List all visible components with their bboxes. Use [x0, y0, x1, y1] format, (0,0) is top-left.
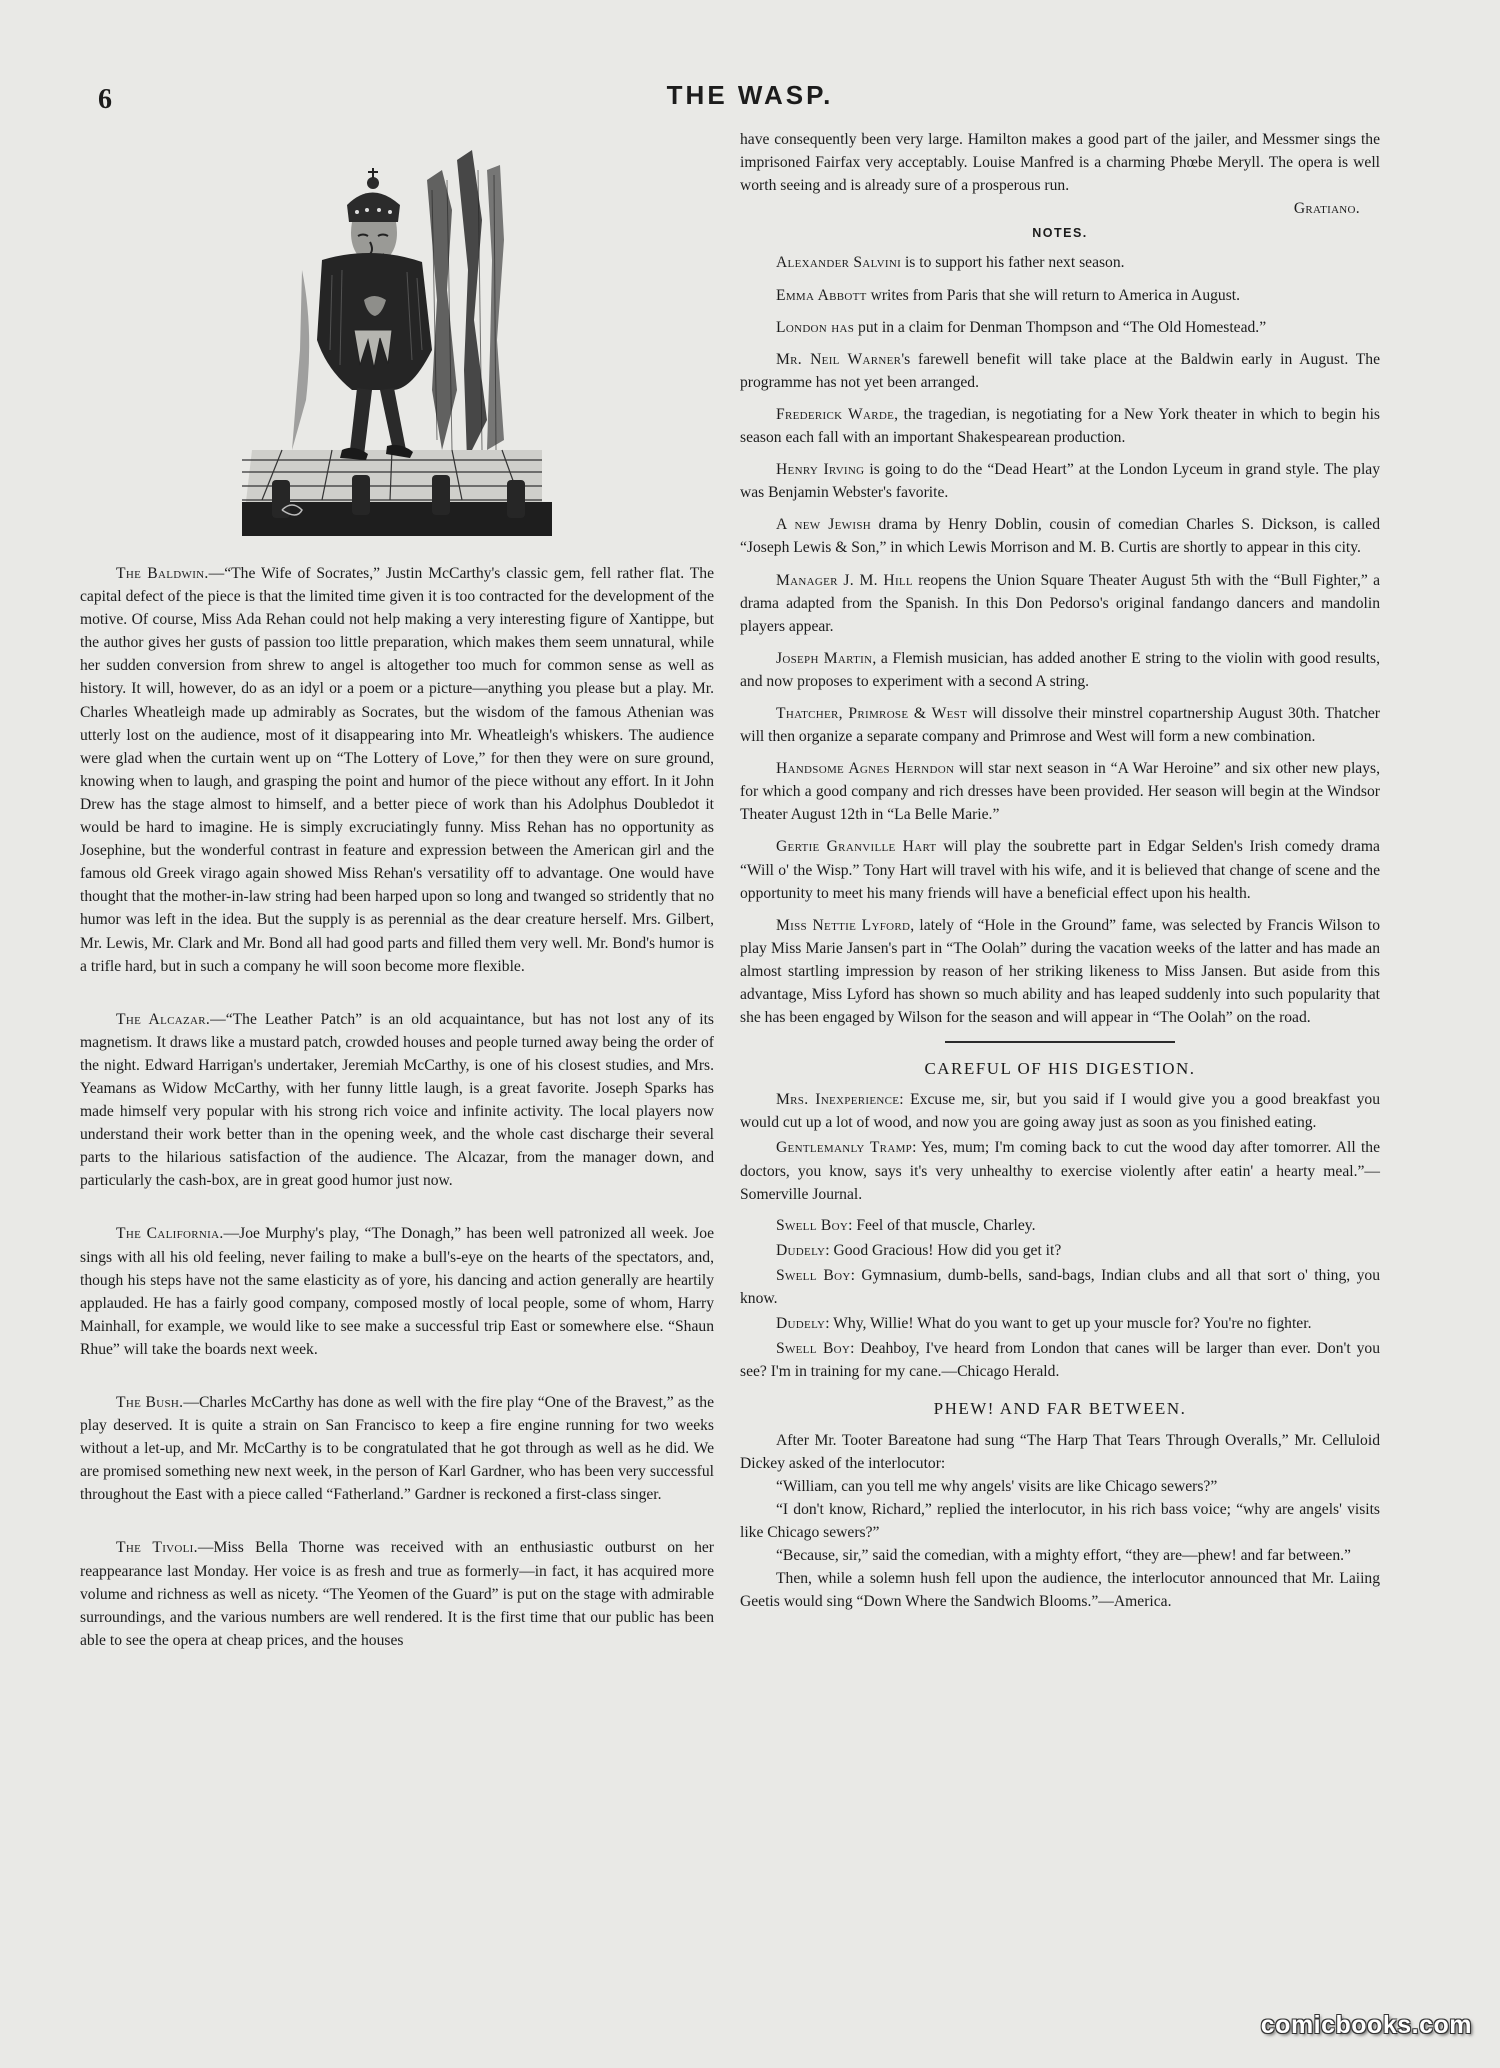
- note-lead: Gertie Granville Hart: [776, 838, 937, 856]
- notes-heading: NOTES.: [1032, 226, 1088, 241]
- note-item: [740, 647, 1380, 693]
- story-paragraph: “William, can you tell me why angels' visits are like Chicago sewers?”: [776, 1477, 1218, 1495]
- note-text: put in a claim for Denman Thompson and “The Old Homestead.”: [854, 318, 1267, 336]
- note-text: , a Flemish musician, has added another E string to the violin with good results, and now proposes to experiment with a second A string.: [740, 649, 1380, 690]
- dialogue-text: : Why, Willie! What do you want to get up your muscle for? You're no fighter.: [825, 1315, 1312, 1333]
- signature: Gratiano.: [1293, 200, 1360, 218]
- note-item: [740, 757, 1380, 826]
- page-number: 6: [98, 84, 112, 115]
- speaker-name: Swell Boy: [776, 1266, 851, 1284]
- dialogue-line: [740, 1264, 1380, 1310]
- note-lead: Handsome Agnes Herndon: [776, 760, 955, 778]
- review-tivoli: [80, 1536, 714, 1651]
- speaker-name: Mrs. Inexperience: [776, 1091, 900, 1109]
- review-baldwin: [80, 562, 714, 978]
- note-item: [740, 835, 1380, 904]
- dialogue-line: [740, 1136, 1380, 1205]
- note-lead: A new Jewish: [776, 516, 871, 534]
- review-text: —Charles McCarthy has done as well with the fire play “One of the Bravest,” as the play deserved. It is quite a strain on San Francisco to keep a fire engine running for two weeks without a let-up, and Mr. McCarthy is to be congratulated that he got through as well as he did. We are promised something new next week, in the person of Karl Gardner, who has been very successful throughout the East with a piece called “Fatherland.” Gardner is reckoned a first-class singer.: [80, 1394, 714, 1504]
- story-paragraph: “I don't know, Richard,” replied the interlocutor, in his rich bass voice; “why are angels' visits like Chicago sewers?”: [740, 1500, 1380, 1541]
- left-column: [80, 128, 714, 1682]
- note-text: is going to do the “Dead Heart” at the London Lyceum in grand style. The play was Benjamin Webster's favorite.: [740, 461, 1380, 502]
- story-paragraph: Then, while a solemn hush fell upon the audience, the interlocutor announced that Mr. Laiing Geetis would sing “Down Where the Sandwich Blooms.”—America.: [740, 1570, 1380, 1611]
- phew-story: [740, 1429, 1380, 1614]
- note-item: [740, 251, 1380, 274]
- dialogue-line: [740, 1214, 1380, 1237]
- dialogue-line: [740, 1337, 1380, 1383]
- review-california: [80, 1222, 714, 1361]
- note-lead: Joseph Martin: [776, 649, 873, 667]
- note-item: [740, 403, 1380, 449]
- note-text: will star next season in “A War Heroine” and six other new plays, for which a good company and rich dresses have been provided. Her season will begin at the Windsor Theater August 12th in “La Belle Marie.”: [740, 760, 1380, 824]
- dialogue-text: : Deahboy, I've heard from London that canes will be larger than ever. Don't you see? I'm in training for my cane.—Chicago Herald.: [740, 1340, 1380, 1381]
- note-lead: Henry Irving: [776, 461, 865, 479]
- note-lead: Alexander Salvini: [776, 254, 902, 272]
- note-lead: Mr. Neil Warner: [776, 350, 902, 368]
- dialogue-line: [740, 1239, 1380, 1262]
- note-lead: Frederick Warde: [776, 405, 895, 423]
- speaker-name: Gentlemanly Tramp: [776, 1139, 913, 1157]
- dialogue-text: : Yes, mum; I'm coming back to cut the wood day after tomorrer. All the doctors, you know, says it's very unhealthy to exercise violently after eatin' a hearty meal.”—Somerville Journal.: [740, 1139, 1381, 1203]
- section-divider: [945, 1041, 1175, 1043]
- review-heading: The Alcazar.: [116, 1010, 211, 1028]
- note-item: [740, 316, 1380, 339]
- note-item: [740, 914, 1380, 1029]
- review-text: —“The Wife of Socrates,” Justin McCarthy's classic gem, fell rather flat. The capital defect of the piece is that the limited time given it is too contracted for the development of the motive. Of course, Miss Ada Rehan could not help making a very interesting figure of Xantippe, but the author gives her gusts of passion too little preparation, which makes them seem unnatural, while her sudden conversion from shrew to angel is altogether too much for common sense as well as history. It will, however, do as an idyl or a poem or a picture—anything you please but a play. Mr. Charles Wheatleigh made up admirably as Socrates, but the wisdom of the famous Athenian was utterly lost on the audience, most of it disappearing into Mr. Wheatleigh's whiskers. The audience were glad when the curtain went up on “The Lottery of Love,” for then they were on sure ground, knowing when to laugh, and grasping the point and humor of the piece without any effort. In it John Drew has the stage almost to himself, and a better piece of work than his Adolphus Doubledot it would be hard to imagine. He is simply excruciatingly funny. Miss Rehan has no opportunity as Josephine, but the wonderful contrast in feature and expression between the American girl and the famous old Greek virago again showed Miss Rehan's versatility off to advantage. One would have thought that the mother-in-law string had been harped upon so long and twanged so stridently that no humor was left in the idea. But the supply is as perennial as the dear creature herself. Mrs. Gilbert, Mr. Lewis, Mr. Clark and Mr. Bond all had good parts and filled them very well. Mr. Bond's humor is a trifle hard, but in such a company he will soon become more flexible.: [80, 565, 714, 975]
- note-text: , the tragedian, is negotiating for a New York theater in which to begin his season each fall with an important Shakespearean production.: [740, 405, 1380, 447]
- note-text: is to support his father next season.: [901, 254, 1125, 272]
- note-item: [740, 348, 1380, 394]
- review-heading: The Tivoli.: [116, 1539, 198, 1557]
- note-item: [740, 284, 1380, 307]
- note-text: , lately of “Hole in the Ground” fame, was selected by Francis Wilson to play Miss Marie Jansen's part in “The Oolah” during the vacation weeks of the latter and has made an almost startling impression by reason of her striking likeness to Miss Jansen. But aside from this advantage, Miss Lyford has shown so much ability and has leaped suddenly into such popularity that she has been engaged by Wilson for the season and will appear in “The Oolah” on the road.: [740, 916, 1380, 1027]
- dialogue-text: : Feel of that muscle, Charley.: [848, 1216, 1036, 1234]
- speaker-name: Dudely: [776, 1315, 826, 1333]
- review-heading: The Baldwin.: [116, 565, 209, 582]
- site-watermark: comicbooks.com: [1260, 2011, 1472, 2039]
- notes-list: [740, 251, 1380, 1029]
- note-item: [740, 513, 1380, 559]
- note-text: 's farewell benefit will take place at the Baldwin early in August. The programme has not yet been arranged.: [740, 350, 1380, 391]
- review-alcazar: [80, 1008, 714, 1193]
- review-text: —Joe Murphy's play, “The Donagh,” has been well patronized all week. Joe sings with all his old feeling, never failing to make a bull's-eye on the hearts of the spectators, and, though his steps have not the same elasticity as of yore, his dancing and action generally are heartily applauded. He has a fairly good company, composed mostly of local people, some of whom, Harry Mainhall, for example, we would like to see make a successful trip East or somewhere else. “Shaun Rhue” will take the boards next week.: [80, 1225, 714, 1358]
- note-lead: Miss Nettie Lyford: [776, 916, 911, 934]
- masthead-title: THE WASP.: [666, 80, 834, 110]
- note-text: will dissolve their minstrel copartnership August 30th. Thatcher will then organize a separate company and Primrose and West will form a new combination.: [740, 704, 1380, 746]
- note-item: [740, 458, 1380, 504]
- dialogue-line: [740, 1312, 1380, 1335]
- story-paragraph: “Because, sir,” said the comedian, with a mighty effort, “they are—phew! and far between.”: [776, 1546, 1351, 1564]
- digestion-heading: CAREFUL OF HIS DIGESTION.: [924, 1059, 1196, 1079]
- dialogue-text: : Gymnasium, dumb-bells, sand-bags, Indian clubs and all that sort o' thing, you know.: [740, 1266, 1380, 1308]
- dialogue-text: : Excuse me, sir, but you said if I would give you a good breakfast you would cut up a lot of wood, and now you are going away just as soon as you finished eating.: [740, 1091, 1380, 1132]
- speaker-name: Dudely: [776, 1241, 826, 1259]
- note-lead: Thatcher, Primrose & West: [776, 704, 968, 722]
- review-text: —Miss Bella Thorne was received with an enthusiastic outburst on her reappearance last Monday. Her voice is as fresh and true as formerly—in fact, it has acquired more volume and richness as well as nicety. “The Yeomen of the Guard” is put on the stage with admirable surroundings, and the various numbers are well rendered. It is the first time that our public has been able to see the opera at cheap prices, and the houses: [80, 1539, 714, 1649]
- note-lead: Manager J. M. Hill: [776, 571, 913, 589]
- digestion-dialogue: [740, 1088, 1380, 1383]
- note-item: [740, 569, 1380, 638]
- speaker-name: Swell Boy: [776, 1216, 849, 1234]
- review-heading: The California.: [116, 1225, 224, 1243]
- review-text: —“The Leather Patch” is an old acquaintance, but has not lost any of its magnetism. It draws like a mustard patch, crowded houses and people turned away being the order of the night. Edward Harrigan's undertaker, Jeremiah McCarthy, is one of his closest studies, and Mrs. Yeamans as Widow McCarthy, with her funny little laugh, is a great favorite. Joseph Sparks has made himself very popular with his strong rich voice and infinite activity. The local players now understand their work better than in the opening week, and the whole cast discharge their several parts to the hilarious satisfaction of the audience. The Alcazar, from the manager down, and particularly the cash-box, are in great good humor just now.: [80, 1010, 714, 1190]
- phew-heading: PHEW! AND FAR BETWEEN.: [933, 1399, 1187, 1419]
- note-text: drama by Henry Doblin, cousin of comedian Charles S. Dickson, is called “Joseph Lewis & Son,” in which Lewis Morrison and M. B. Curtis are shortly to appear in this city.: [740, 516, 1380, 557]
- note-text: will play the soubrette part in Edgar Selden's Irish comedy drama “Will o' the Wisp.” Tony Hart will travel with his wife, and it is believed that change of scene and the opportunity to meet his many friends will have a beneficial effect upon his health.: [740, 838, 1380, 902]
- speaker-name: Swell Boy: [776, 1340, 851, 1358]
- note-text: reopens the Union Square Theater August 5th with the “Bull Fighter,” a drama adapted from the Spanish. In this Don Pedorso's original fandango dancers and mandolin players appear.: [740, 571, 1380, 635]
- note-text: writes from Paris that she will return to America in August.: [866, 286, 1241, 304]
- story-paragraph: After Mr. Tooter Bareatone had sung “The Harp That Tears Through Overalls,” Mr. Celluloid Dickey asked of the interlocutor:: [740, 1431, 1380, 1472]
- dialogue-text: : Good Gracious! How did you get it?: [825, 1241, 1062, 1259]
- dialogue-line: [740, 1088, 1380, 1134]
- right-column: [740, 128, 1380, 1613]
- review-bush: [80, 1391, 714, 1506]
- tivoli-continuation: have consequently been very large. Hamilton makes a good part of the jailer, and Messmer sings the imprisoned Fairfax very acceptably. Louise Manfred is a charming Phœbe Meryll. The opera is well worth seeing and is already sure of a prosperous run.: [740, 131, 1380, 195]
- note-lead: Emma Abbott: [776, 286, 867, 304]
- review-heading: The Bush.: [116, 1394, 184, 1411]
- note-lead: London has: [776, 318, 855, 336]
- woodcut-jester-illustration: [242, 150, 552, 536]
- note-item: [740, 702, 1380, 748]
